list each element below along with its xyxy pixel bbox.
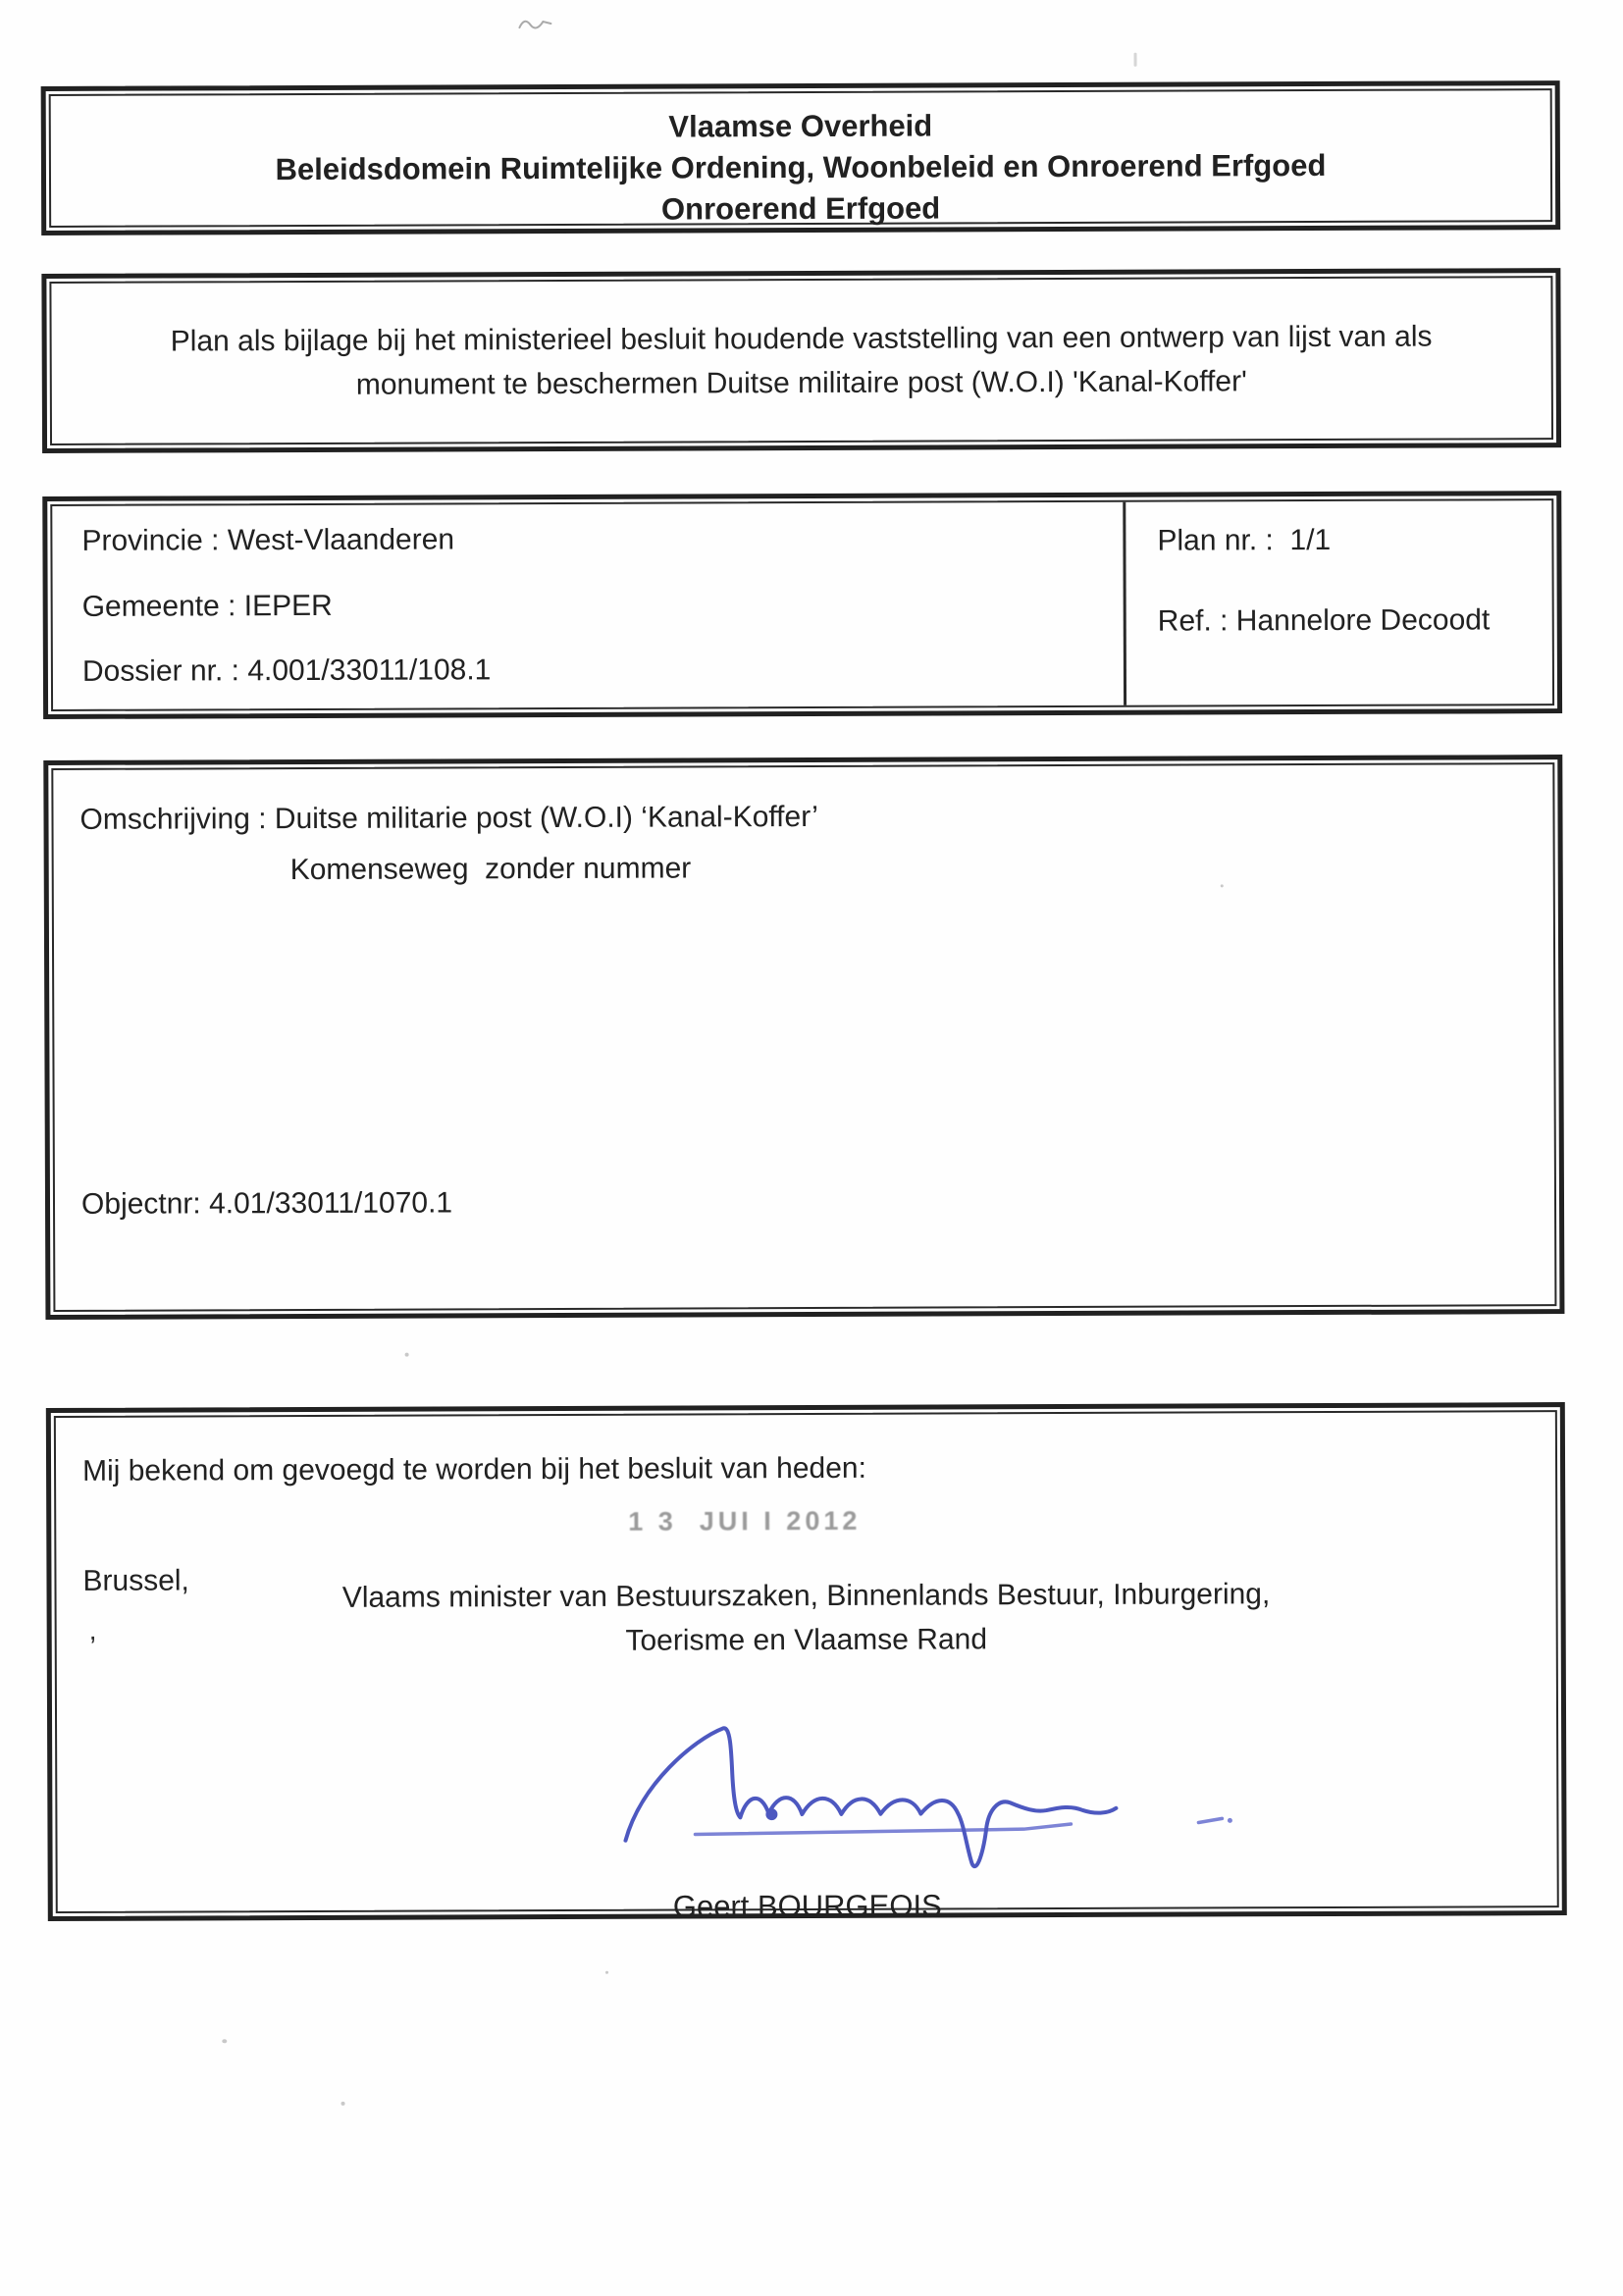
plan-title-box bbox=[41, 268, 1561, 453]
info-right-column bbox=[1123, 500, 1552, 705]
signature-box bbox=[46, 1402, 1567, 1924]
omschrijving-line: Omschrijving : Duitse militarie post (W.O.I) ‘Kanal-Koffer’ bbox=[79, 800, 819, 836]
signature-ink-icon bbox=[611, 1712, 1240, 1886]
info-left-column bbox=[52, 502, 1124, 709]
info-box bbox=[42, 491, 1562, 719]
intro-line: Mij bekend om gevoegd te worden bij het besluit van heden: bbox=[81, 1451, 866, 1487]
header-line-3: Onroerend Erfgoed bbox=[660, 190, 941, 227]
date-stamp: 1 3 JUI I 2012 bbox=[628, 1505, 862, 1537]
scan-speck bbox=[222, 2039, 227, 2043]
signature-image bbox=[611, 1712, 1240, 1886]
dossier-line: Dossier nr. : 4.001/33011/108.1 bbox=[81, 653, 492, 688]
scan-artifact-icon bbox=[517, 13, 554, 34]
header-line-1: Vlaamse Overheid bbox=[668, 108, 933, 144]
plan-nr-line: Plan nr. : 1/1 bbox=[1157, 523, 1332, 557]
header-box bbox=[41, 80, 1561, 235]
plan-title-line-2: monument te beschermen Duitse militaire post (W.O.I) 'Kanal-Koffer' bbox=[355, 364, 1247, 401]
minister-line-2: Toerisme en Vlaamse Rand bbox=[625, 1623, 988, 1657]
provincie-line: Provincie : West-Vlaanderen bbox=[81, 523, 455, 557]
objectnr-line: Objectnr: 4.01/33011/1070.1 bbox=[80, 1186, 453, 1221]
signatory-name: Geert BOURGEOIS bbox=[672, 1888, 942, 1924]
city-line: Brussel, bbox=[82, 1564, 189, 1597]
gemeente-line: Gemeente : IEPER bbox=[81, 589, 333, 623]
address-line: Komenseweg zonder nummer bbox=[289, 852, 692, 887]
plan-title-line-1: Plan als bijlage bij het ministerieel besluit houdende vaststelling van een ontwerp van lijst van als bbox=[170, 320, 1433, 358]
description-box bbox=[43, 755, 1564, 1320]
scan-speck bbox=[405, 1353, 409, 1357]
minister-line-1: Vlaams minister van Bestuurszaken, Binnenlands Bestuur, Inburgering, bbox=[341, 1578, 1271, 1614]
scan-speck bbox=[1221, 884, 1224, 887]
scan-speck bbox=[341, 2102, 345, 2106]
scan-speck bbox=[1134, 53, 1137, 67]
header-line-2: Beleidsdomein Ruimtelijke Ordening, Woonbeleid en Onroerend Erfgoed bbox=[275, 147, 1327, 187]
ref-line: Ref. : Hannelore Decoodt bbox=[1157, 603, 1491, 638]
comma-artifact: , bbox=[88, 1614, 97, 1645]
scan-speck bbox=[605, 1971, 608, 1974]
